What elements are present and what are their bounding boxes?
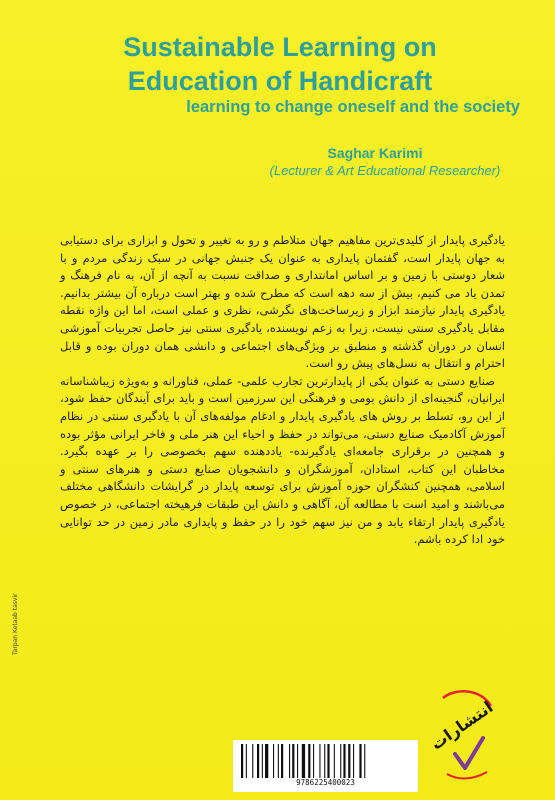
barcode-icon (241, 744, 409, 778)
isbn-number: 9786225400023 (296, 778, 355, 787)
blurb-paragraph-2: صنایع دستی به عنوان یکی از پایدارترین تجارب علمی- عملی، فناورانه و به‌ویژه زیباشناسانه ایرانیان، گنجینه‌ای از دانش بومی و فرهنگی این سرزمین است و باید برای آیندگان حفظ شود، از این رو، تسلط بر روش های یادگیری پایدار و ادغام مولفه‌های آن با یادگیری سنتی در نظام آموزش آکادمیک صنایع دستی، می‌تواند در حفظ و احیاء این هنر ملی و فاخر ایرانی مؤثر بوده و همچنین در برقراری جامعه‌ای یادگیرنده- یاددهنده سهم بخصوصی را بر عهده بگیرد. مخاطبان این کتاب، استادان، آموزشگران و دانشجویان صنایع دستی و هنرهای سنتی و اسلامی، همچنین کنشگران حوزه آموزش برای توسعه پایدار در گرایشات دانشگاهی مختلف می‌باشند و امید است با مطالعه آن، آگاهی و دانش این طبقات فرهیخته اجتماعی، در خصوص یادگیری پایدار ارتقاء یابد و من نیز سهم خود را در حفظ و پایداری مادر زمین در حد توانایی خود ادا کرده باشم. (60, 373, 505, 547)
title-line-1: Sustainable Learning on (123, 32, 437, 62)
side-note: Tarpan Ketaab tasvir (12, 593, 19, 655)
blurb (60, 232, 505, 549)
blurb-paragraph-1: یادگیری پایدار از کلیدی‌ترین مفاهیم جهان متلاطم و رو به تغییر و تحول و ابزاری برای دستیابی به جهان پایدار است، گفتمان پایداری به عنوان یک جنبش جهانی در سبک زندگی مردم و با شعار دوستی با زمین و بر اساس امانتداری و صداقت نسبت به آنچه از آن، به نام فرهنگ و تمدن یاد می کنیم، بیش از سه دهه است که مطرح شده و بهتر است درباره آن بیشتر بدانیم. یادگیری پایدار نیازمند ابزار و زیرساخت‌های نگرشی، نظری و عملی است، اما این واژه نقطه مقابل یادگیری سنتی نیست، زیرا به زعم نویسنده، یادگیری سنتی نیز حاصل تجربیات آموزشی انسان در دوران گذشته و منطبق بر ویژگی‌های اجتماعی و دانشی همان دوران بوده و قابل احترام و انتقال به نسل‌های پیش رو است. (60, 233, 505, 371)
isbn-barcode (233, 740, 418, 792)
book-title (60, 30, 500, 98)
title-line-2: Education of Handicraft (127, 66, 433, 96)
svg-text:انتشارات: انتشارات (427, 697, 497, 754)
publisher-logo-icon (425, 688, 505, 788)
book-subtitle: learning to change oneself and the society (186, 98, 520, 116)
author-affiliation: (Lecturer & Art Educational Researcher) (269, 163, 501, 178)
author-name: Saghar Karimi (327, 145, 423, 161)
